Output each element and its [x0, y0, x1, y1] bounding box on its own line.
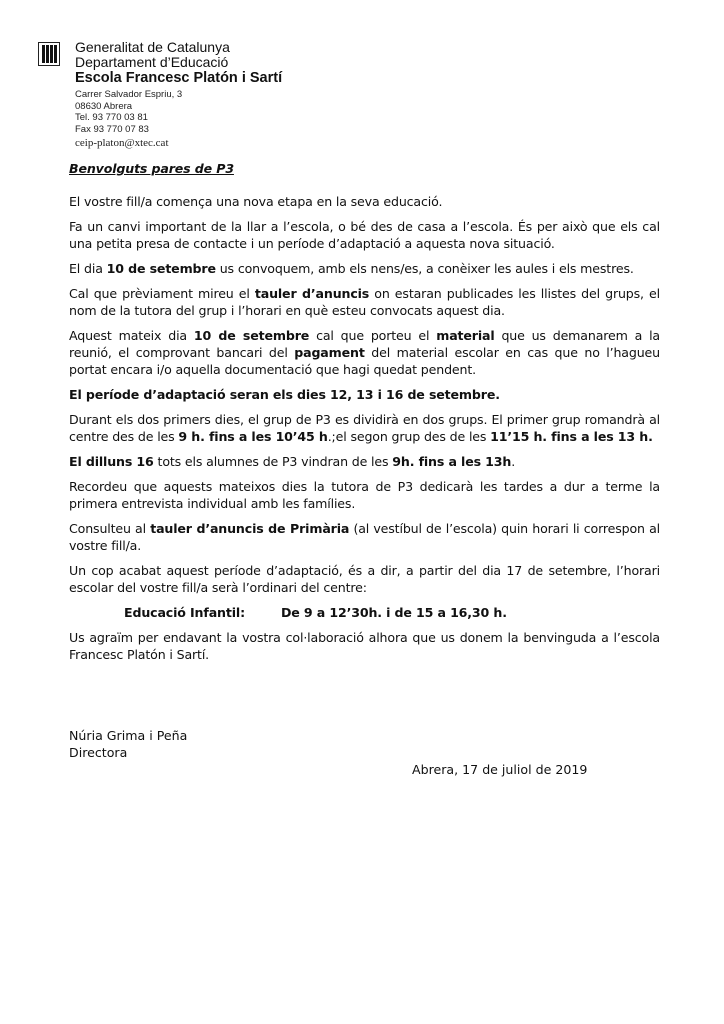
letter-title: Benvolguts pares de P3	[69, 161, 234, 176]
text: Consulteu al	[69, 521, 151, 536]
text: Durant els dos primers dies, el grup de P3 es dividirà en dos grups. El primer grup romandrà al centre des de les	[69, 412, 660, 444]
government-name: Generalitat de Catalunya	[75, 39, 230, 55]
text: on estaran publicades les llistes del grups, el nom de la tutora del grup i l’horari en què esteu convocats aquest dia.	[69, 286, 660, 318]
emphasis-first-group-hours: 9 h. fins a les 10’45 h	[178, 429, 328, 444]
text: (al vestíbul de l’escola) quin horari li correspon al vostre fill/a.	[69, 521, 660, 553]
fax: Fax 93 770 07 83	[75, 123, 149, 135]
paragraph-4	[69, 285, 660, 319]
text: us convoquem, amb els nens/es, a conèixer les aules i els mestres.	[215, 261, 634, 276]
school-name: Escola Francesc Platón i Sartí	[75, 70, 283, 86]
text: que us demanarem a la reunió, el comprovant bancari del	[69, 328, 660, 360]
department-name: Departament d’Educació	[75, 54, 229, 70]
generalitat-stripes-icon	[38, 42, 60, 66]
paragraph-1: El vostre fill/a comença una nova etapa en la seva educació.	[69, 194, 443, 209]
emphasis-monday: El dilluns 16	[69, 454, 154, 469]
paragraph-8	[69, 453, 660, 470]
text: cal que porteu el	[309, 328, 437, 343]
paragraph-10	[69, 520, 660, 554]
text: tots els alumnes de P3 vindran de les	[153, 454, 393, 469]
paragraph-2: Fa un canvi important de la llar a l’escola, o bé des de casa a l’escola. És per això que els cal una petita presa de contacte i un període d’adaptació a aquesta nova situació.	[69, 219, 660, 251]
signer-name: Núria Grima i Peña	[69, 728, 188, 743]
text: Aquest mateix dia	[69, 328, 194, 343]
letter-date: Abrera, 17 de juliol de 2019	[412, 762, 588, 777]
schedule-line	[124, 604, 660, 621]
paragraph-12: Us agraïm per endavant la vostra col·laboració alhora que us donem la benvinguda a l’escola Francesc Platón i Sartí.	[69, 630, 660, 662]
schedule-label: Educació Infantil:	[124, 605, 245, 620]
emphasis-hours: 9h. fins a les 13h	[392, 454, 512, 469]
emphasis-date: 10 de setembre	[193, 328, 310, 343]
emphasis-date: 10 de setembre	[106, 261, 216, 276]
emphasis-material: material	[436, 328, 495, 343]
paragraph-3	[69, 260, 660, 277]
text: .;el segon grup des de les	[327, 429, 491, 444]
phone: Tel. 93 770 03 81	[75, 112, 148, 123]
emphasis-notice-board: tauler d’anuncis	[254, 286, 370, 301]
contact-block	[75, 89, 282, 135]
schedule-value: De 9 a 12’30h. i de 15 a 16,30 h.	[281, 605, 507, 620]
emphasis-second-group-hours: 11’15 h. fins a les 13 h.	[490, 429, 653, 444]
letterhead-text	[75, 40, 282, 150]
postal-code: 08630 Abrera	[75, 100, 133, 112]
paragraph-9: Recordeu que aquests mateixos dies la tutora de P3 dedicarà les tardes a dur a terme la primera entrevista individual amb les famílies.	[69, 479, 660, 511]
signer-role: Directora	[69, 745, 128, 760]
emphasis-payment: pagament	[294, 345, 365, 360]
signature-block	[69, 727, 187, 761]
paragraph-7	[69, 411, 660, 445]
letter-body	[69, 160, 660, 671]
text: El dia	[69, 261, 107, 276]
paragraph-5	[69, 327, 660, 378]
text: .	[511, 454, 516, 469]
email: ceip-platon@xtec.cat	[75, 137, 169, 149]
emphasis-primary-notice-board: tauler d’anuncis de Primària	[150, 521, 350, 536]
address: Carrer Salvador Espriu, 3	[75, 89, 183, 100]
paragraph-6	[69, 386, 660, 403]
text: del material escolar en cas que no l’hagueu portat encara i/o aquella documentació que hagi quedat pendent.	[69, 345, 660, 377]
adaptation-period-dates: El període d’adaptació seran els dies 12, 13 i 16 de setembre.	[69, 387, 500, 402]
paragraph-11: Un cop acabat aquest període d’adaptació, és a dir, a partir del dia 17 de setembre, l’horari escolar del vostre fill/a serà l’ordinari del centre:	[69, 563, 660, 595]
text: Cal que prèviament mireu el	[69, 286, 255, 301]
